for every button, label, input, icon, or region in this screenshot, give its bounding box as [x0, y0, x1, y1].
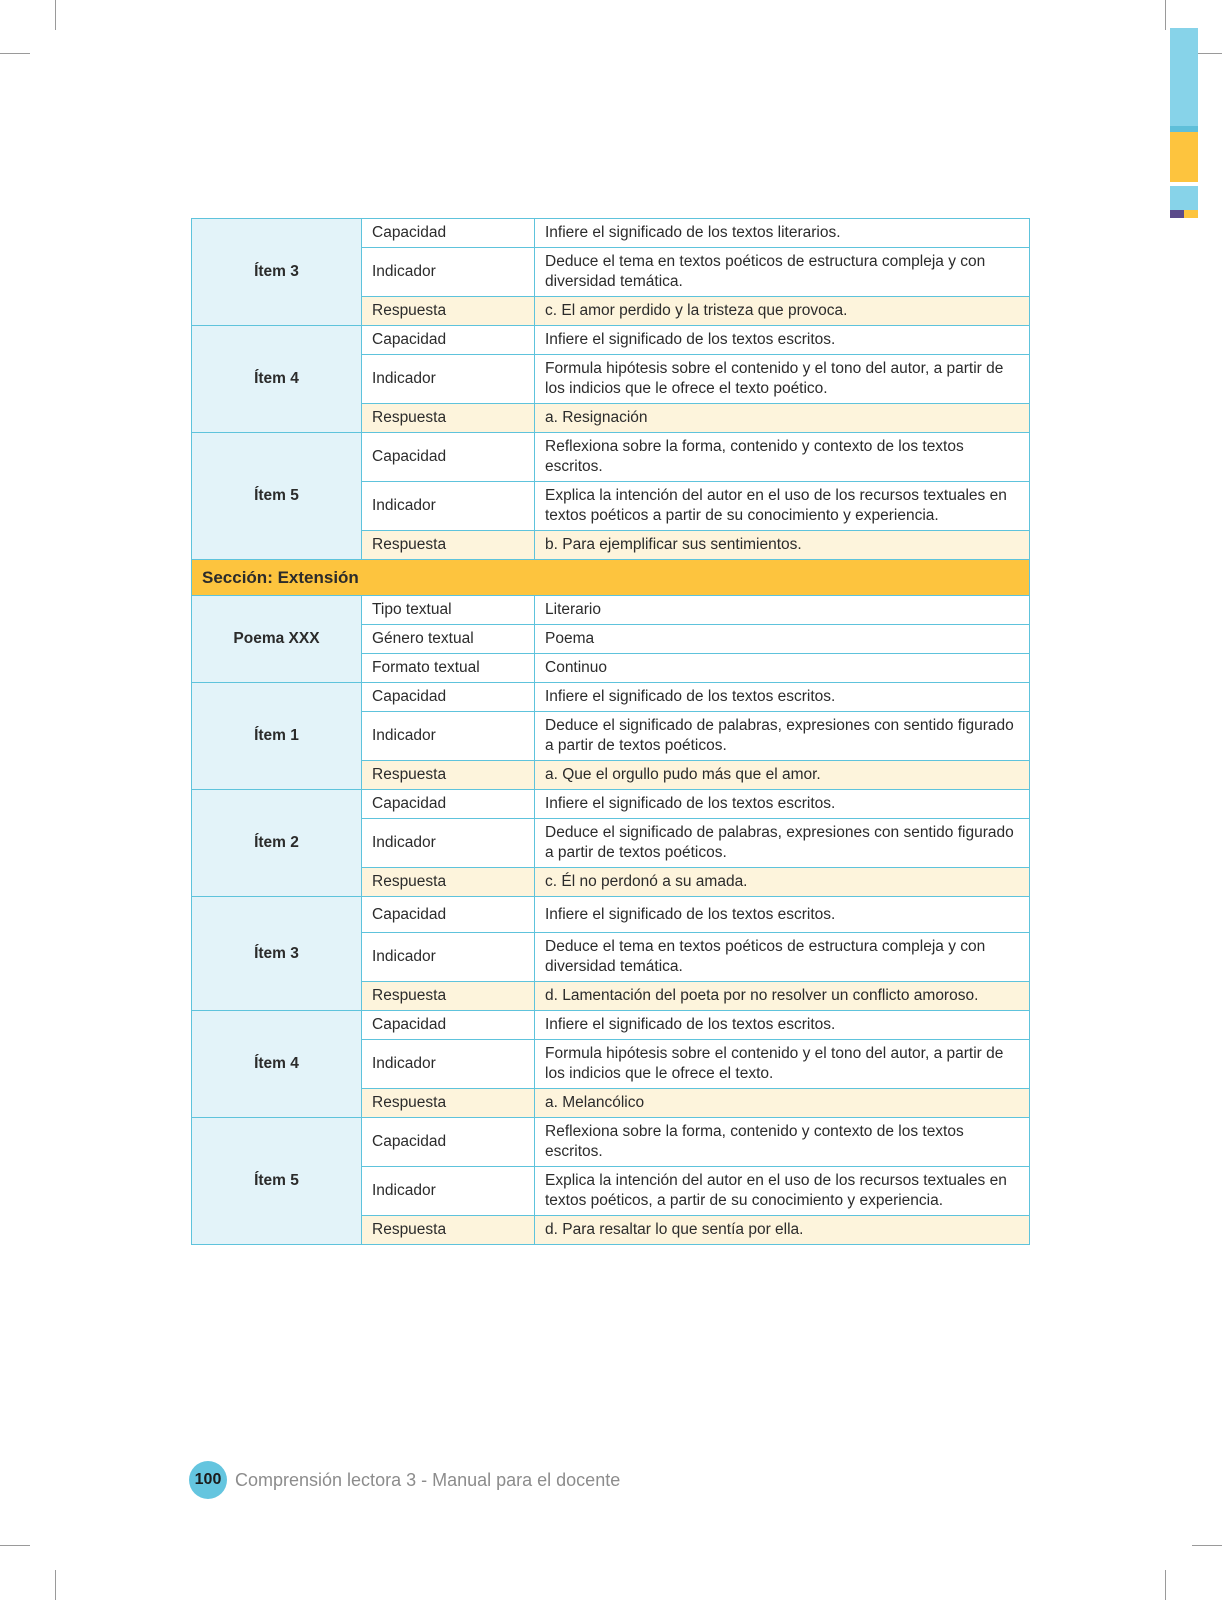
capacidad-label: Capacidad [362, 1011, 535, 1040]
respuesta-value: c. El amor perdido y la tristeza que provoca. [535, 297, 1030, 326]
indicador-label: Indicador [362, 482, 535, 531]
crop-mark [1165, 1570, 1166, 1600]
crop-mark [1165, 0, 1166, 30]
side-color-tab [1170, 28, 1198, 218]
indicador-label: Indicador [362, 1167, 535, 1216]
capacidad-label: Capacidad [362, 790, 535, 819]
respuesta-value: a. Resignación [535, 404, 1030, 433]
item-name: Ítem 3 [192, 219, 362, 326]
genero-textual-value: Poema [535, 625, 1030, 654]
capacidad-label: Capacidad [362, 1118, 535, 1167]
item-name: Ítem 1 [192, 683, 362, 790]
capacidad-value: Infiere el significado de los textos escritos. [535, 683, 1030, 712]
evaluation-table [191, 218, 1030, 1245]
capacidad-value: Infiere el significado de los textos literarios. [535, 219, 1030, 248]
formato-textual-value: Continuo [535, 654, 1030, 683]
capacidad-value: Infiere el significado de los textos escritos. [535, 897, 1030, 933]
table-row [192, 790, 1030, 819]
respuesta-value: b. Para ejemplificar sus sentimientos. [535, 531, 1030, 560]
indicador-value: Formula hipótesis sobre el contenido y el tono del autor, a partir de los indicios que le ofrece el texto. [535, 1040, 1030, 1089]
table-row [192, 596, 1030, 625]
respuesta-label: Respuesta [362, 761, 535, 790]
poem-name: Poema XXX [192, 596, 362, 683]
crop-mark [55, 1570, 56, 1600]
footer-title: Comprensión lectora 3 - Manual para el docente [235, 1469, 621, 1490]
capacidad-value: Reflexiona sobre la forma, contenido y contexto de los textos escritos. [535, 1118, 1030, 1167]
crop-mark [55, 0, 56, 30]
capacidad-value: Infiere el significado de los textos escritos. [535, 326, 1030, 355]
table-row [192, 433, 1030, 482]
item-name: Ítem 5 [192, 1118, 362, 1245]
crop-mark [1192, 1545, 1222, 1546]
respuesta-label: Respuesta [362, 982, 535, 1011]
respuesta-value: c. Él no perdonó a su amada. [535, 868, 1030, 897]
indicador-label: Indicador [362, 248, 535, 297]
page-footer [189, 1461, 620, 1499]
respuesta-label: Respuesta [362, 1089, 535, 1118]
indicador-value: Explica la intención del autor en el uso de los recursos textuales en textos poéticos a partir de su conocimiento y experiencia. [535, 482, 1030, 531]
respuesta-value: d. Lamentación del poeta por no resolver un conflicto amoroso. [535, 982, 1030, 1011]
item-name: Ítem 4 [192, 1011, 362, 1118]
crop-mark [0, 53, 30, 54]
capacidad-label: Capacidad [362, 683, 535, 712]
indicador-label: Indicador [362, 819, 535, 868]
indicador-value: Deduce el significado de palabras, expresiones con sentido figurado a partir de textos poéticos. [535, 712, 1030, 761]
respuesta-label: Respuesta [362, 868, 535, 897]
tipo-textual-value: Literario [535, 596, 1030, 625]
indicador-value: Explica la intención del autor en el uso de los recursos textuales en textos poéticos, a partir de su conocimiento y experiencia. [535, 1167, 1030, 1216]
capacidad-label: Capacidad [362, 897, 535, 933]
respuesta-label: Respuesta [362, 531, 535, 560]
tipo-textual-label: Tipo textual [362, 596, 535, 625]
indicador-value: Deduce el tema en textos poéticos de estructura compleja y con diversidad temática. [535, 933, 1030, 982]
item-name: Ítem 3 [192, 897, 362, 1011]
table-row [192, 897, 1030, 933]
item-name: Ítem 2 [192, 790, 362, 897]
section-title: Sección: Extensión [192, 560, 1030, 596]
indicador-label: Indicador [362, 355, 535, 404]
indicador-value: Deduce el tema en textos poéticos de estructura compleja y con diversidad temática. [535, 248, 1030, 297]
indicador-label: Indicador [362, 712, 535, 761]
indicador-value: Deduce el significado de palabras, expresiones con sentido figurado a partir de textos poéticos. [535, 819, 1030, 868]
formato-textual-label: Formato textual [362, 654, 535, 683]
capacidad-label: Capacidad [362, 326, 535, 355]
respuesta-value: d. Para resaltar lo que sentía por ella. [535, 1216, 1030, 1245]
table-row [192, 219, 1030, 248]
respuesta-value: a. Que el orgullo pudo más que el amor. [535, 761, 1030, 790]
crop-mark [0, 1545, 30, 1546]
section-header-row [192, 560, 1030, 596]
respuesta-label: Respuesta [362, 404, 535, 433]
indicador-value: Formula hipótesis sobre el contenido y el tono del autor, a partir de los indicios que le ofrece el texto poético. [535, 355, 1030, 404]
capacidad-value: Infiere el significado de los textos escritos. [535, 1011, 1030, 1040]
indicador-label: Indicador [362, 933, 535, 982]
respuesta-value: a. Melancólico [535, 1089, 1030, 1118]
capacidad-label: Capacidad [362, 433, 535, 482]
indicador-label: Indicador [362, 1040, 535, 1089]
table-row [192, 683, 1030, 712]
respuesta-label: Respuesta [362, 297, 535, 326]
capacidad-value: Reflexiona sobre la forma, contenido y contexto de los textos escritos. [535, 433, 1030, 482]
item-name: Ítem 4 [192, 326, 362, 433]
respuesta-label: Respuesta [362, 1216, 535, 1245]
genero-textual-label: Género textual [362, 625, 535, 654]
page-number-badge: 100 [189, 1461, 227, 1499]
capacidad-label: Capacidad [362, 219, 535, 248]
table-row [192, 1118, 1030, 1167]
item-name: Ítem 5 [192, 433, 362, 560]
capacidad-value: Infiere el significado de los textos escritos. [535, 790, 1030, 819]
table-row [192, 326, 1030, 355]
table-row [192, 1011, 1030, 1040]
